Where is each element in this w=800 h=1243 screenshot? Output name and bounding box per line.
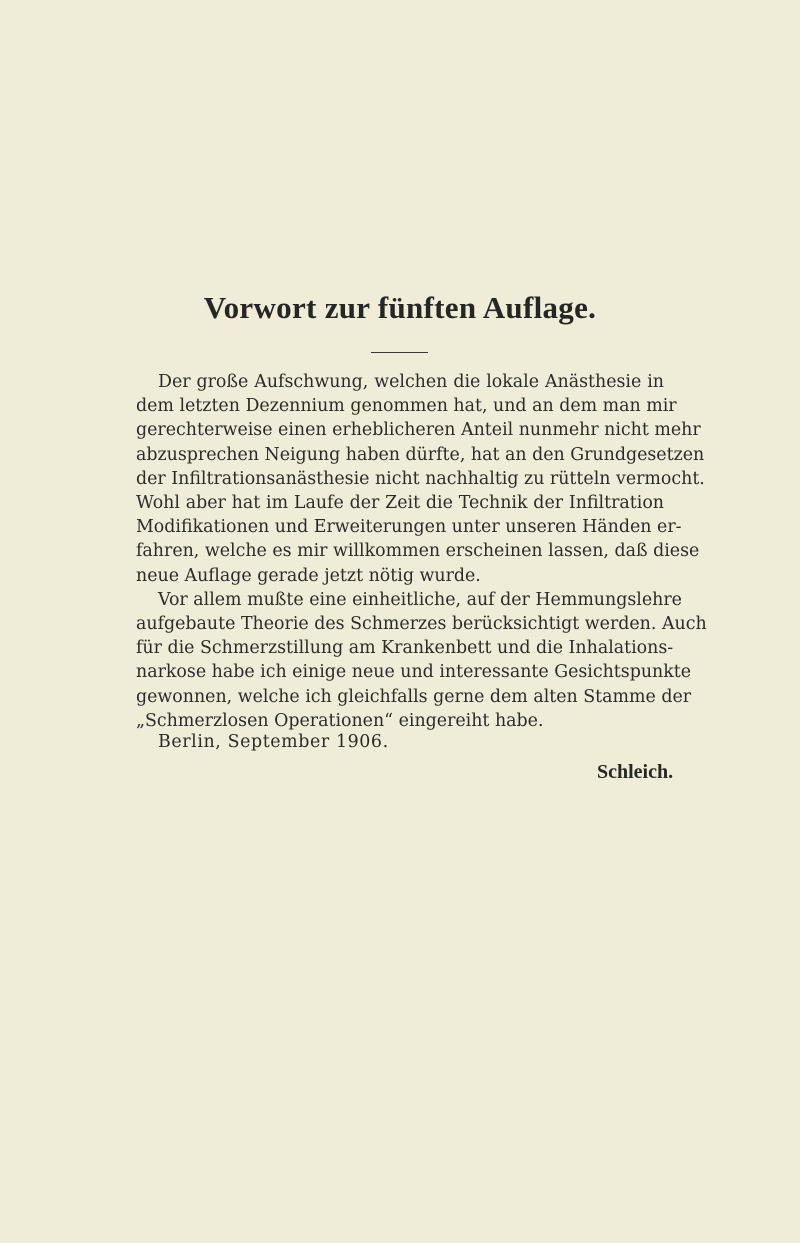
text-line: für die Schmerzstillung am Krankenbett und die Inhalations- [136,638,674,659]
text-line: dem letzten Dezennium genommen hat, und an dem man mir [136,396,677,417]
text-line: fahren, welche es mir willkommen erscheinen lassen, daß diese [136,541,700,562]
text-line: gewonnen, welche ich gleichfalls gerne dem alten Stamme der [136,686,692,707]
text-line: der Infiltrationsanästhesie nicht nachhaltig zu rütteln vermocht. [136,468,705,489]
text-line: Wohl aber hat im Laufe der Zeit die Technik der Infiltration [136,493,664,514]
text-line: Vor allem mußte eine einheitliche, auf der Hemmungslehre [158,589,682,610]
text-line: Der große Aufschwung, welchen die lokale Anästhesie in [158,372,664,392]
text-line: neue Auflage gerade jetzt nötig wurde. [136,565,481,586]
text-line: narkose habe ich einige neue und interessante Gesichtspunkte [136,662,692,683]
author-signature: Schleich. [597,761,674,783]
paragraph-1 [136,370,705,588]
text-line: Modifikationen und Erweiterungen unter unseren Händen er- [136,517,682,538]
text-line: „Schmerzlosen Operationen“ eingereiht habe. [136,710,544,731]
text-line: abzusprechen Neigung haben dürfte, hat an den Grundgesetzen [136,444,705,465]
preface-body [136,370,707,733]
place-date: Berlin, September 1906. [158,732,389,752]
text-line: gerechterweise einen erheblicheren Anteil nunmehr nicht mehr [136,420,701,441]
text-line: aufgebaute Theorie des Schmerzes berücksichtigt werden. Auch [136,614,707,635]
paragraph-2 [136,588,707,733]
page-title: Vorwort zur fünften Auflage. [203,290,597,325]
title-divider [371,352,428,353]
